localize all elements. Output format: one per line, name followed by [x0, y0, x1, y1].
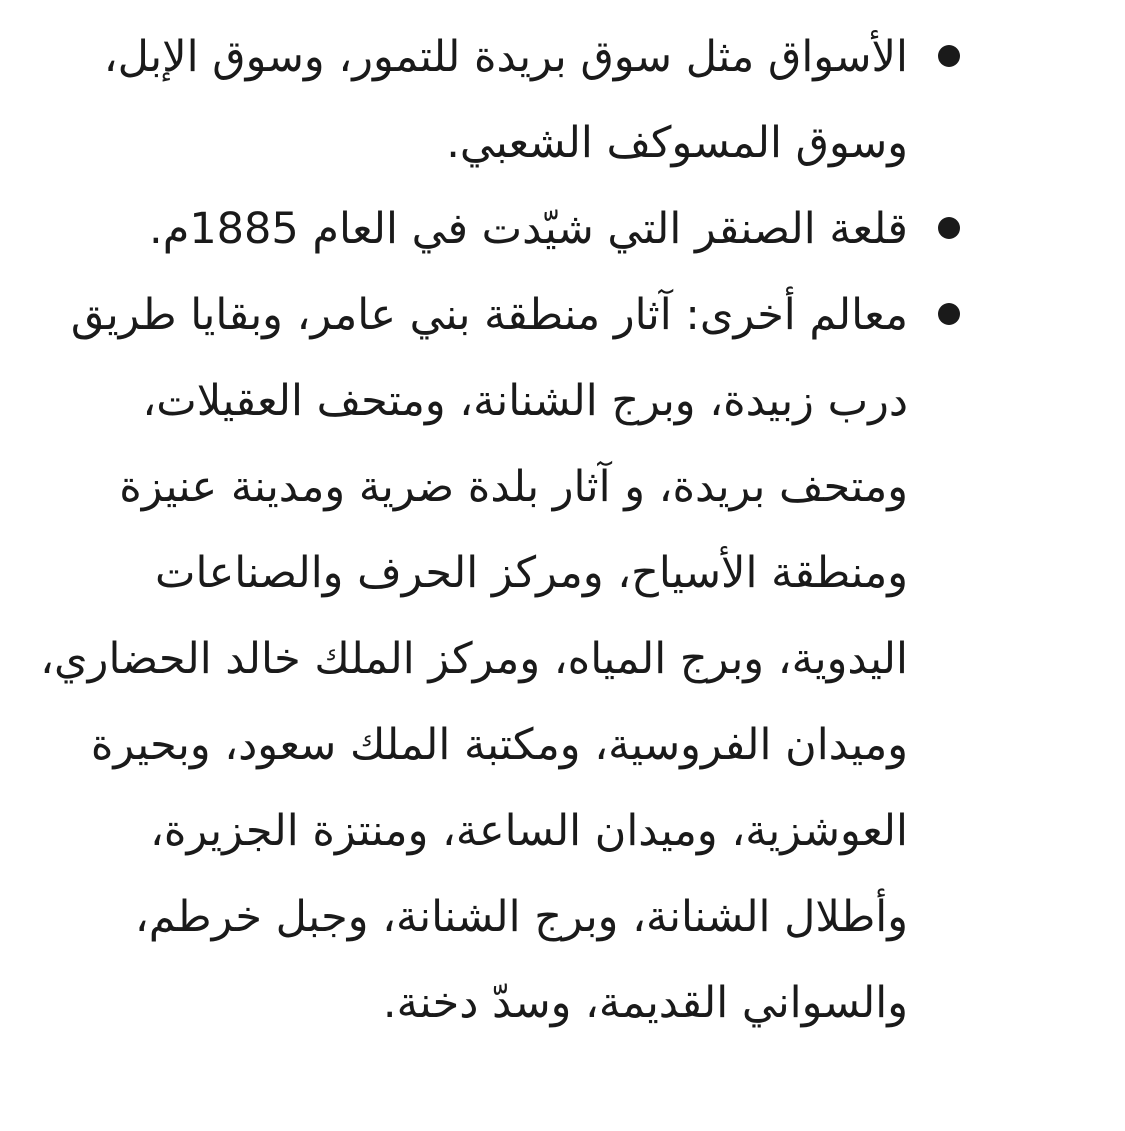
text-line: والسواني القديمة، وسدّ دخنة.	[382, 978, 908, 1028]
text-line: طريق درب زبيدة، وبرج الشنانة، ومتحف	[70, 290, 908, 426]
bullet-icon	[938, 303, 960, 325]
text-line: ومدينة عنيزة ومنطقة الأسياح، ومركز	[119, 462, 908, 598]
text-line: وأطلال الشنانة، وبرج الشنانة، وجبل خرطم،	[134, 892, 908, 942]
text-line: العوشزية، وميدان الساعة، ومنتزة الجزيرة،	[150, 806, 908, 856]
bullet-icon	[938, 45, 960, 67]
text-line: ومركز الملك خالد الحضاري، وميدان	[40, 634, 908, 770]
text-line: الفروسية، ومكتبة الملك سعود، وبحيرة	[90, 720, 772, 770]
list-item-text	[40, 272, 908, 1046]
text-line: الإبل، وسوق المسوكف الشعبي.	[103, 32, 908, 168]
document-body	[40, 14, 1090, 1046]
list-item	[40, 186, 1090, 272]
list-item	[40, 14, 1090, 186]
text-line: قلعة الصنقر التي شيّدت في العام 1885م.	[149, 204, 908, 254]
text-line: الحرف والصناعات اليدوية، وبرج المياه،	[155, 548, 908, 684]
landmarks-bullet-list	[40, 14, 1090, 1046]
bullet-icon	[938, 217, 960, 239]
text-line: الأسواق مثل سوق بريدة للتمور، وسوق	[212, 32, 908, 82]
list-item-text	[40, 186, 908, 272]
text-line: معالم أخرى: آثار منطقة بني عامر، وبقايا	[190, 290, 908, 340]
list-item	[40, 272, 1090, 1046]
list-item-text	[40, 14, 908, 186]
text-line: العقيلات، ومتحف بريدة، و آثار بلدة ضرية	[142, 376, 908, 512]
